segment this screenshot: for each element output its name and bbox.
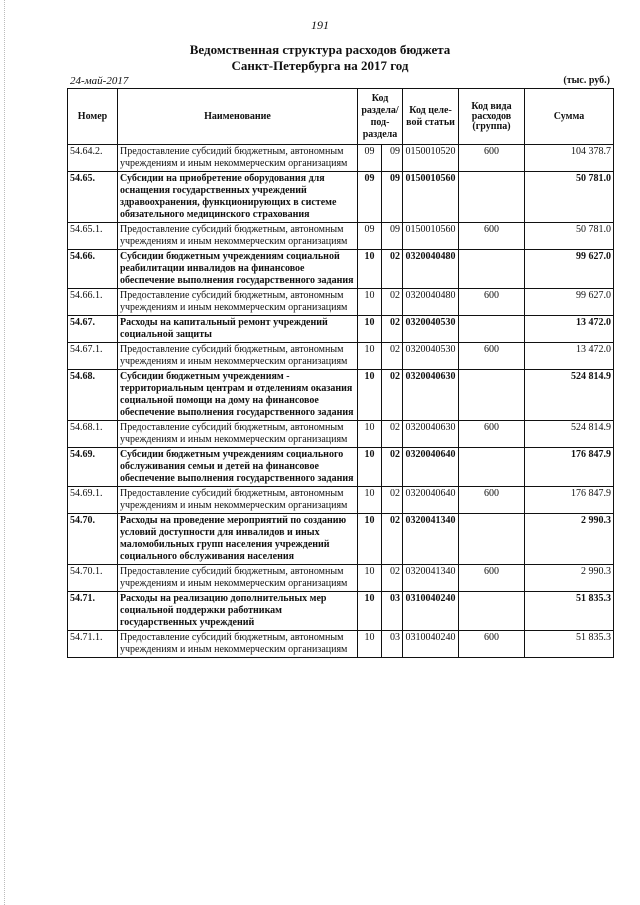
cell-art: 0320040630 <box>403 370 459 421</box>
cell-grp <box>459 370 525 421</box>
cell-grp <box>459 316 525 343</box>
cell-art: 0320040630 <box>403 421 459 448</box>
cell-sec: 10 <box>358 592 382 631</box>
cell-num: 54.71. <box>68 592 118 631</box>
cell-sum: 50 781.0 <box>525 172 614 223</box>
cell-art: 0320041340 <box>403 514 459 565</box>
cell-sec: 10 <box>358 421 382 448</box>
table-row <box>68 316 614 343</box>
cell-num: 54.67.1. <box>68 343 118 370</box>
document-title <box>0 42 640 74</box>
table-row <box>68 343 614 370</box>
cell-sum: 524 814.9 <box>525 421 614 448</box>
cell-sub: 02 <box>382 250 403 289</box>
table-row <box>68 421 614 448</box>
cell-num: 54.67. <box>68 316 118 343</box>
cell-sub: 02 <box>382 289 403 316</box>
cell-num: 54.65. <box>68 172 118 223</box>
cell-num: 54.71.1. <box>68 631 118 658</box>
cell-sum: 2 990.3 <box>525 565 614 592</box>
cell-art: 0320040530 <box>403 343 459 370</box>
cell-sec: 10 <box>358 250 382 289</box>
cell-sub: 03 <box>382 592 403 631</box>
cell-num: 54.65.1. <box>68 223 118 250</box>
cell-num: 54.68.1. <box>68 421 118 448</box>
cell-name: Субсидии бюджетным учреждениям социального обслуживания семьи и детей на финансовое обеспечение выполнения государственного задания <box>118 448 358 487</box>
table-row <box>68 370 614 421</box>
cell-art: 0320040480 <box>403 250 459 289</box>
cell-sum: 176 847.9 <box>525 487 614 514</box>
cell-sub: 02 <box>382 421 403 448</box>
cell-sum: 51 835.3 <box>525 592 614 631</box>
cell-grp: 600 <box>459 343 525 370</box>
cell-grp: 600 <box>459 421 525 448</box>
cell-num: 54.70. <box>68 514 118 565</box>
cell-sub: 02 <box>382 370 403 421</box>
cell-name: Расходы на проведение мероприятий по созданию условий доступности для инвалидов и иных маломобильных групп населения учреждений социального обслуживания населения <box>118 514 358 565</box>
cell-art: 0150010560 <box>403 223 459 250</box>
cell-sec: 09 <box>358 223 382 250</box>
cell-sub: 02 <box>382 316 403 343</box>
cell-sum: 13 472.0 <box>525 316 614 343</box>
units-label: (тыс. руб.) <box>563 75 610 86</box>
header-name: Наименование <box>118 89 358 145</box>
cell-name: Предоставление субсидий бюджетным, автономным учреждениям и иным некоммерческим организациям <box>118 565 358 592</box>
header-sum: Сумма <box>525 89 614 145</box>
cell-num: 54.66.1. <box>68 289 118 316</box>
table-row <box>68 487 614 514</box>
cell-sum: 176 847.9 <box>525 448 614 487</box>
cell-grp: 600 <box>459 487 525 514</box>
cell-name: Предоставление субсидий бюджетным, автономным учреждениям и иным некоммерческим организациям <box>118 223 358 250</box>
cell-sub: 02 <box>382 487 403 514</box>
header-number: Номер <box>68 89 118 145</box>
cell-sum: 99 627.0 <box>525 250 614 289</box>
cell-num: 54.68. <box>68 370 118 421</box>
table-header-row <box>68 89 614 145</box>
cell-sub: 02 <box>382 565 403 592</box>
cell-num: 54.69. <box>68 448 118 487</box>
cell-sum: 524 814.9 <box>525 370 614 421</box>
cell-sum: 13 472.0 <box>525 343 614 370</box>
cell-grp <box>459 592 525 631</box>
cell-sub: 09 <box>382 223 403 250</box>
cell-sum: 51 835.3 <box>525 631 614 658</box>
cell-art: 0320040640 <box>403 448 459 487</box>
table-row <box>68 172 614 223</box>
cell-num: 54.70.1. <box>68 565 118 592</box>
cell-name: Субсидии бюджетным учреждениям - территориальным центрам и отделениям оказания социальной помощи на дому на финансовое обеспечение выполнения государственного задания <box>118 370 358 421</box>
table-body <box>68 145 614 658</box>
cell-grp: 600 <box>459 565 525 592</box>
cell-grp: 600 <box>459 289 525 316</box>
cell-sec: 10 <box>358 316 382 343</box>
cell-sub: 02 <box>382 448 403 487</box>
cell-sec: 10 <box>358 370 382 421</box>
cell-art: 0320040640 <box>403 487 459 514</box>
cell-name: Расходы на реализацию дополнительных мер социальной поддержки работникам государственных учреждений <box>118 592 358 631</box>
cell-sum: 50 781.0 <box>525 223 614 250</box>
cell-num: 54.66. <box>68 250 118 289</box>
cell-art: 0320040480 <box>403 289 459 316</box>
cell-grp <box>459 172 525 223</box>
cell-name: Предоставление субсидий бюджетным, автономным учреждениям и иным некоммерческим организациям <box>118 631 358 658</box>
cell-name: Предоставление субсидий бюджетным, автономным учреждениям и иным некоммерческим организациям <box>118 487 358 514</box>
cell-sec: 10 <box>358 565 382 592</box>
header-group: Код вида расходов (группа) <box>459 89 525 145</box>
cell-art: 0320041340 <box>403 565 459 592</box>
table-row <box>68 592 614 631</box>
cell-sec: 09 <box>358 172 382 223</box>
cell-sub: 03 <box>382 631 403 658</box>
table-row <box>68 289 614 316</box>
page-number: 191 <box>311 18 329 32</box>
cell-sec: 10 <box>358 343 382 370</box>
cell-grp <box>459 448 525 487</box>
cell-sec: 09 <box>358 145 382 172</box>
cell-name: Предоставление субсидий бюджетным, автономным учреждениям и иным некоммерческим организациям <box>118 289 358 316</box>
cell-sec: 10 <box>358 487 382 514</box>
cell-art: 0310040240 <box>403 592 459 631</box>
table-row <box>68 145 614 172</box>
cell-sec: 10 <box>358 631 382 658</box>
header-article: Код целе-вой статьи <box>403 89 459 145</box>
cell-sub: 02 <box>382 514 403 565</box>
cell-sub: 09 <box>382 172 403 223</box>
cell-name: Расходы на капитальный ремонт учреждений социальной защиты <box>118 316 358 343</box>
cell-art: 0150010560 <box>403 172 459 223</box>
cell-sec: 10 <box>358 289 382 316</box>
header-section: Код раздела/ под-раздела <box>358 89 403 145</box>
table-row <box>68 250 614 289</box>
title-line-1: Ведомственная структура расходов бюджета <box>189 42 451 57</box>
cell-name: Предоставление субсидий бюджетным, автономным учреждениям и иным некоммерческим организациям <box>118 343 358 370</box>
title-line-2: Санкт-Петербурга на 2017 год <box>231 58 409 73</box>
cell-name: Предоставление субсидий бюджетным, автономным учреждениям и иным некоммерческим организациям <box>118 145 358 172</box>
cell-grp <box>459 514 525 565</box>
table-row <box>68 448 614 487</box>
scan-edge-marks <box>4 0 11 905</box>
cell-grp: 600 <box>459 223 525 250</box>
table-row <box>68 631 614 658</box>
cell-num: 54.64.2. <box>68 145 118 172</box>
budget-table <box>67 88 614 658</box>
table-row <box>68 565 614 592</box>
cell-sum: 104 378.7 <box>525 145 614 172</box>
cell-art: 0150010520 <box>403 145 459 172</box>
cell-name: Субсидии бюджетным учреждениям социальной реабилитации инвалидов на финансовое обеспечение выполнения государственного задания <box>118 250 358 289</box>
cell-sum: 2 990.3 <box>525 514 614 565</box>
cell-grp <box>459 250 525 289</box>
cell-art: 0320040530 <box>403 316 459 343</box>
cell-sub: 02 <box>382 343 403 370</box>
cell-sec: 10 <box>358 514 382 565</box>
table-row <box>68 223 614 250</box>
cell-grp: 600 <box>459 145 525 172</box>
cell-name: Предоставление субсидий бюджетным, автономным учреждениям и иным некоммерческим организациям <box>118 421 358 448</box>
cell-name: Субсидии на приобретение оборудования для оснащения государственных учреждений здравоохранения, функционирующих в системе обязательного медицинского страхования <box>118 172 358 223</box>
cell-art: 0310040240 <box>403 631 459 658</box>
cell-grp: 600 <box>459 631 525 658</box>
cell-num: 54.69.1. <box>68 487 118 514</box>
cell-sec: 10 <box>358 448 382 487</box>
table-row <box>68 514 614 565</box>
cell-sub: 09 <box>382 145 403 172</box>
document-date: 24-май-2017 <box>70 75 129 87</box>
cell-sum: 99 627.0 <box>525 289 614 316</box>
